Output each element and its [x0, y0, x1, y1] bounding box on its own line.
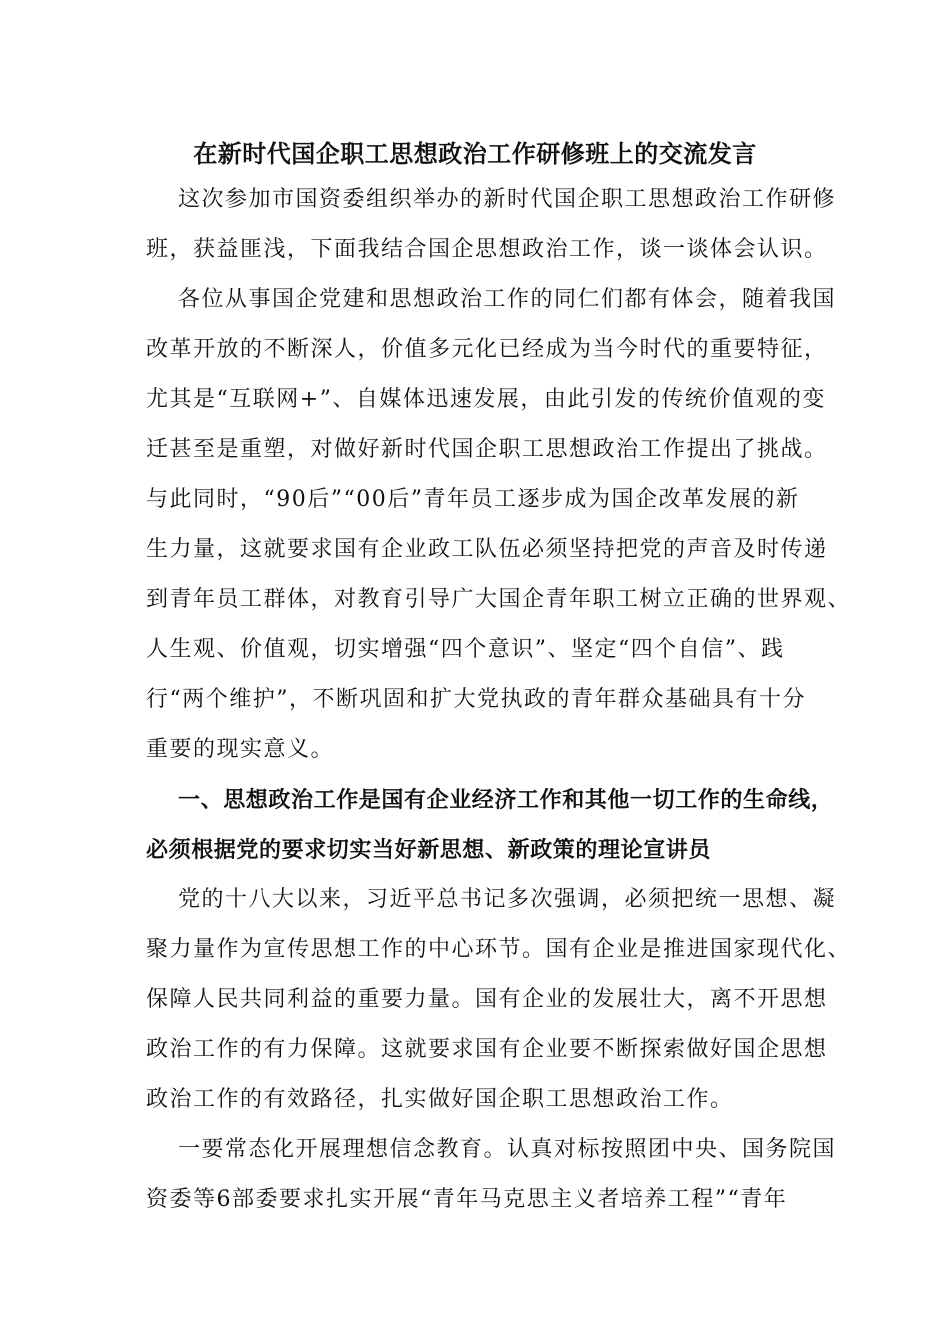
paragraph-line: 班，获益匪浅，下面我结合国企思想政治工作，谈一谈体会认识。: [146, 237, 828, 262]
paragraph-line: 改革开放的不断深人，价值多元化已经成为当今时代的重要特征，: [146, 337, 828, 362]
paragraph-line: 保障人民共同利益的重要力量。国有企业的发展壮大，离不开思想: [146, 987, 828, 1012]
document-title: 在新时代国企职工思想政治工作研修班上的交流发言: [193, 139, 757, 168]
paragraph-line: 政治工作的有效路径，扎实做好国企职工思想政治工作。: [146, 1087, 734, 1112]
paragraph-line: 一要常态化开展理想信念教育。认真对标按照团中央、国务院国: [178, 1137, 837, 1162]
paragraph-line: 迁甚至是重塑，对做好新时代国企职工思想政治工作提出了挑战。: [146, 437, 828, 462]
paragraph-line: 行“两个维护”，不断巩固和扩大党执政的青年群众基础具有十分: [146, 687, 806, 712]
paragraph-line: 与此同时，“90后”“00后”青年员工逐步成为国企改革发展的新: [146, 487, 800, 512]
paragraph-line: 党的十八大以来，习近平总书记多次强调，必须把统一思想、凝: [178, 887, 837, 912]
section-heading-line: 一、思想政治工作是国有企业经济工作和其他一切工作的生命线，: [178, 787, 834, 813]
paragraph-line: 重要的现实意义。: [146, 737, 335, 762]
paragraph-line: 聚力量作为宣传思想工作的中心环节。国有企业是推进国家现代化、: [146, 937, 852, 962]
paragraph-line: 到青年员工群体，对教育引导广大国企青年职工树立正确的世界观、: [146, 587, 852, 612]
section-heading-line: 必须根据党的要求切实当好新思想、新政策的理论宣讲员: [146, 837, 712, 863]
paragraph-line: 政治工作的有力保障。这就要求国有企业要不断探索做好国企思想: [146, 1037, 828, 1062]
paragraph-line: 这次参加市国资委组织举办的新时代国企职工思想政治工作研修: [178, 187, 837, 212]
paragraph-line: 人生观、价值观，切实增强“四个意识”、坚定“四个自信”、践: [146, 637, 785, 662]
paragraph-line: 各位从事国企党建和思想政治工作的同仁们都有体会，随着我国: [178, 287, 837, 312]
paragraph-line: 资委等6部委要求扎实开展“青年马克思主义者培养工程”“青年: [146, 1187, 788, 1212]
paragraph-line: 尤其是“互联网+”、自媒体迅速发展，由此引发的传统价值观的变: [146, 387, 826, 412]
paragraph-line: 生力量，这就要求国有企业政工队伍必须坚持把党的声音及时传递: [146, 537, 828, 562]
